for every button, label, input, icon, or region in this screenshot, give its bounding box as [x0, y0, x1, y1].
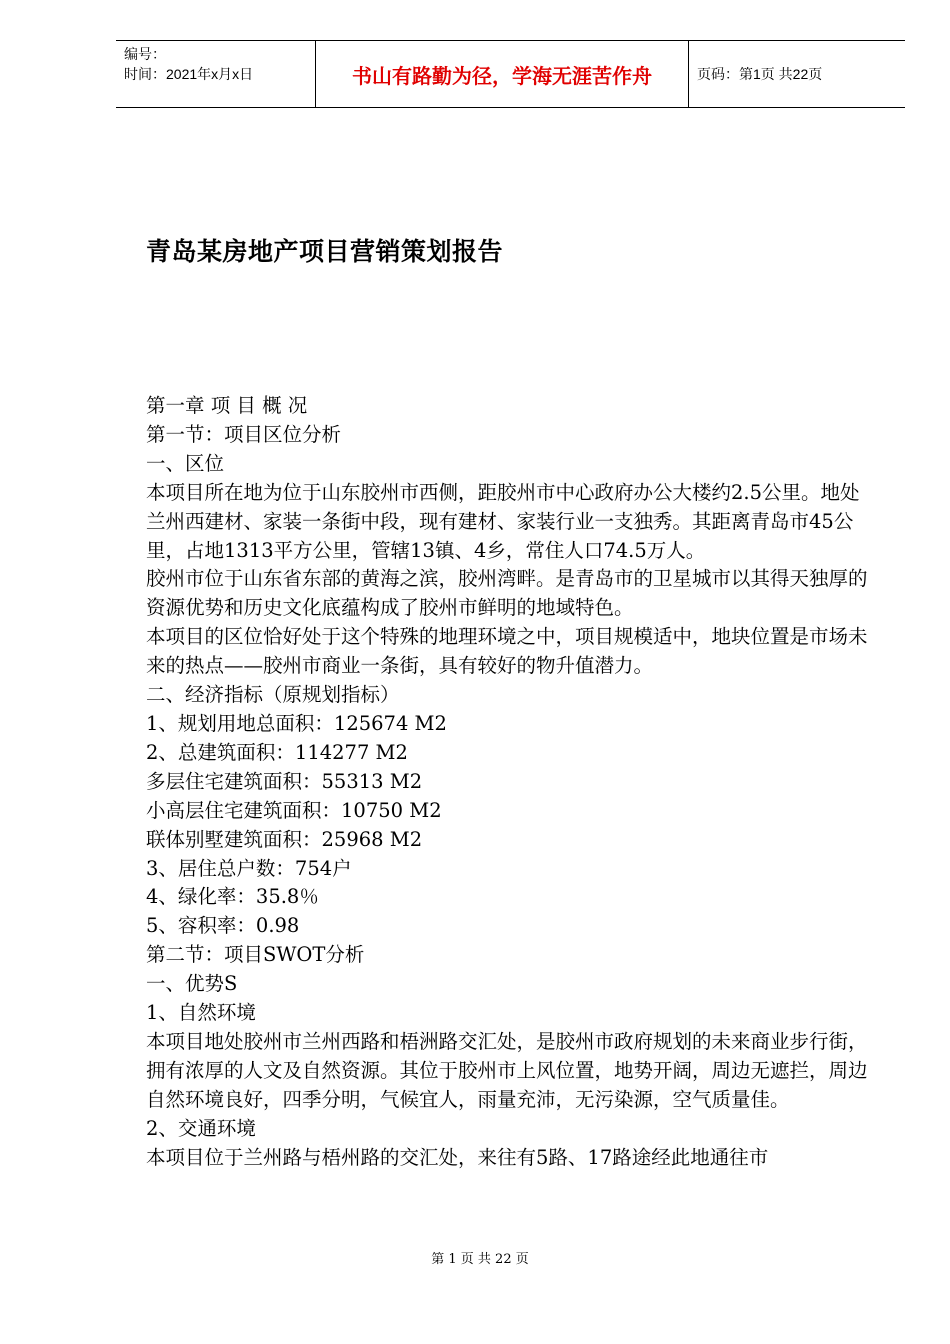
section-heading: 第二节：项目SWOT分析 [146, 943, 365, 967]
body-paragraph: 胶州市位于山东省东部的黄海之滨，胶州湾畔。是青岛市的卫星城市以其得天独厚的资源优势和历史文化底蕴构成了胶州市鲜明的地域特色。 [146, 567, 868, 620]
list-item: 5、容积率：0.98 [146, 914, 300, 938]
body-paragraph: 本项目所在地为位于山东胶州市西侧，距胶州市中心政府办公大楼约2.5公里。地处兰州西建材、家装一条街中段，现有建材、家装行业一支独秀。其距离青岛市45公里，占地1313平方公里，管辖13镇、4乡，常住人口74.5万人。 [146, 480, 860, 562]
list-item: 多层住宅建筑面积：55313 M2 [146, 769, 423, 793]
body-paragraph: 本项目位于兰州路与梧州路的交汇处，来往有5路、17路途经此地通往市 [146, 1145, 769, 1169]
serial-number-label: 编号： [124, 46, 166, 62]
header-page-info: 页码：第1页 共22页 [697, 66, 823, 82]
body-paragraph: 本项目的区位恰好处于这个特殊的地理环境之中，项目规模适中，地块位置是市场未来的热点——胶州市商业一条街，具有较好的物升值潜力。 [146, 625, 868, 678]
list-item: 1、规划用地总面积：125674 M2 [146, 711, 447, 735]
list-item: 联体别墅建筑面积：25968 M2 [146, 827, 423, 851]
document-title: 青岛某房地产项目营销策划报告 [146, 237, 504, 266]
subsection-heading: 二、经济指标（原规划指标） [146, 683, 400, 707]
document-body [146, 392, 876, 1172]
chapter-heading: 第一章 项 目 概 况 [146, 394, 308, 417]
page-header-table [116, 40, 905, 108]
subsection-heading: 一、区位 [146, 451, 225, 475]
list-item: 小高层住宅建筑面积：10750 M2 [146, 798, 442, 822]
section-heading: 第一节：项目区位分析 [146, 422, 342, 446]
header-meta-cell [116, 41, 316, 107]
subsection-heading: 一、优势S [146, 972, 238, 996]
page-footer: 第 1 页 共 22 页 [431, 1252, 529, 1267]
list-item: 3、居住总户数：754户 [146, 856, 352, 880]
header-motto: 书山有路勤为径，学海无涯苦作舟 [316, 41, 689, 107]
list-item: 4、绿化率：35.8％ [146, 885, 319, 909]
list-item: 1、自然环境 [146, 1001, 256, 1025]
list-item: 2、总建筑面积：114277 M2 [146, 740, 408, 764]
time-label: 时间：2021年x月x日 [124, 66, 254, 82]
list-item: 2、交通环境 [146, 1116, 256, 1140]
body-paragraph: 本项目地处胶州市兰州西路和梧洲路交汇处，是胶州市政府规划的未来商业步行街，拥有浓厚的人文及自然资源。其位于胶州市上风位置，地势开阔，周边无遮拦，周边自然环境良好，四季分明，气候宜人，雨量充沛，无污染源，空气质量佳。 [146, 1029, 868, 1111]
